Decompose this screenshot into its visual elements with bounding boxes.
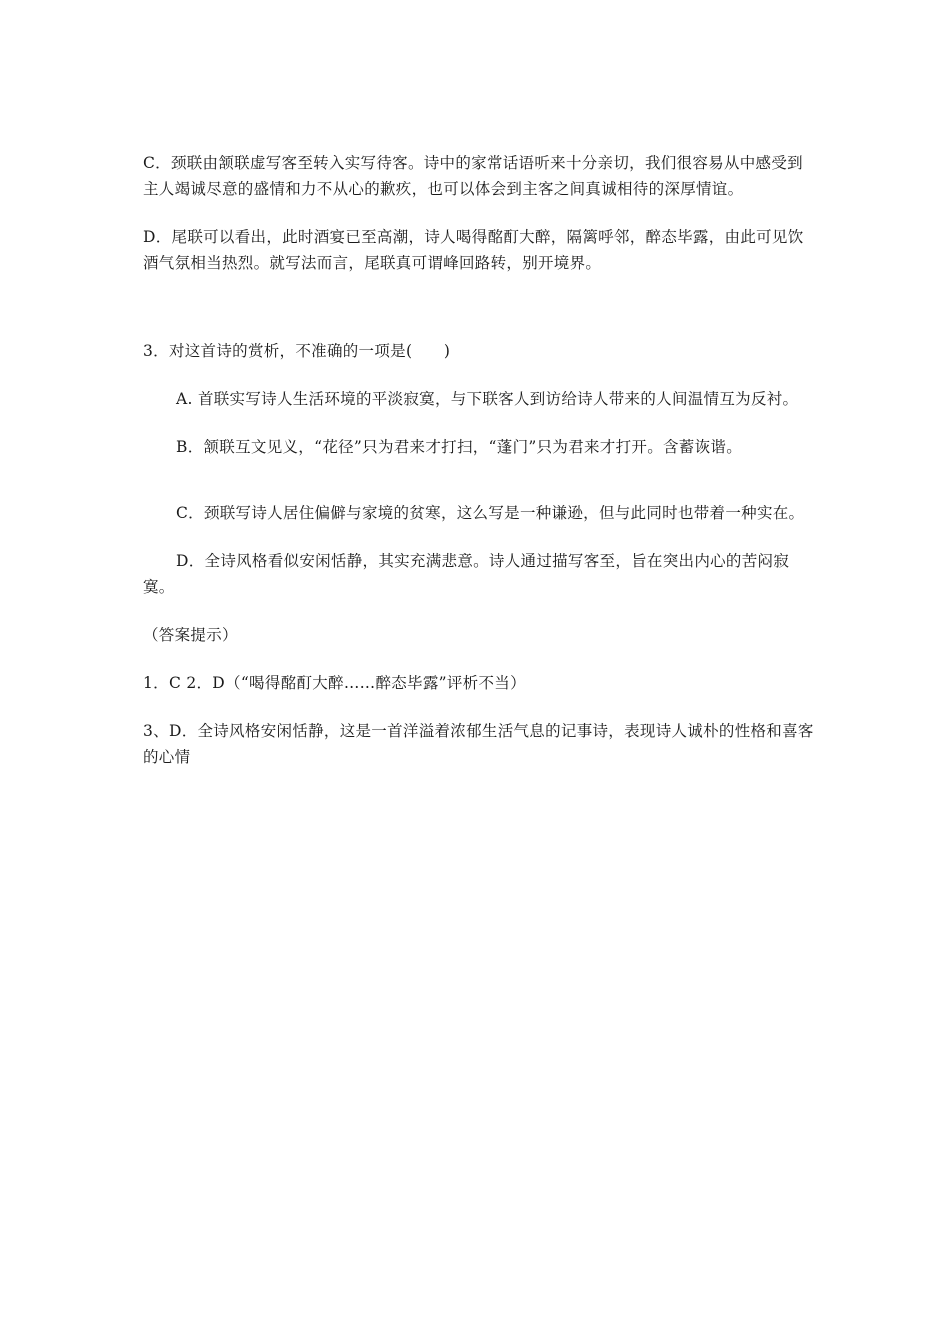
answers-line-1: 1．C 2．D（“喝得酩酊大醉……醉态毕露”评析不当） [143, 674, 526, 692]
q3-option-c: C．颈联写诗人居住偏僻与家境的贫寒，这么写是一种谦逊，但与此同时也带着一种实在。 [176, 504, 805, 522]
q3-option-a: A. 首联实写诗人生活环境的平淡寂寞，与下联客人到访给诗人带来的人间温情互为反衬。 [176, 390, 799, 408]
q2-option-c: C．颈联由颔联虚写客至转入实写待客。诗中的家常话语听来十分亲切，我们很容易从中感受到主人竭诚尽意的盛情和力不从心的歉疚，也可以体会到主客之间真诚相待的深厚情谊。 [143, 154, 803, 198]
answers-line-2: 3、D．全诗风格安闲恬静，这是一首洋溢着浓郁生活气息的记事诗，表现诗人诚朴的性格和喜客的心情 [143, 722, 814, 766]
q3-stem: 3．对这首诗的赏析，不准确的一项是( ) [143, 342, 451, 360]
q3-option-b: B．颔联互文见义，“花径”只为君来才打扫，“蓬门”只为君来才打开。含蓄诙谐。 [176, 438, 742, 456]
document-page [143, 150, 815, 770]
answers-heading: （答案提示） [143, 626, 238, 644]
q3-option-d: D．全诗风格看似安闲恬静，其实充满悲意。诗人通过描写客至，旨在突出内心的苦闷寂寞。 [143, 552, 790, 596]
q2-option-d: D．尾联可以看出，此时酒宴已至高潮，诗人喝得酩酊大醉，隔篱呼邻，醉态毕露，由此可见饮酒气氛相当热烈。就写法而言，尾联真可谓峰回路转，别开境界。 [143, 228, 804, 272]
